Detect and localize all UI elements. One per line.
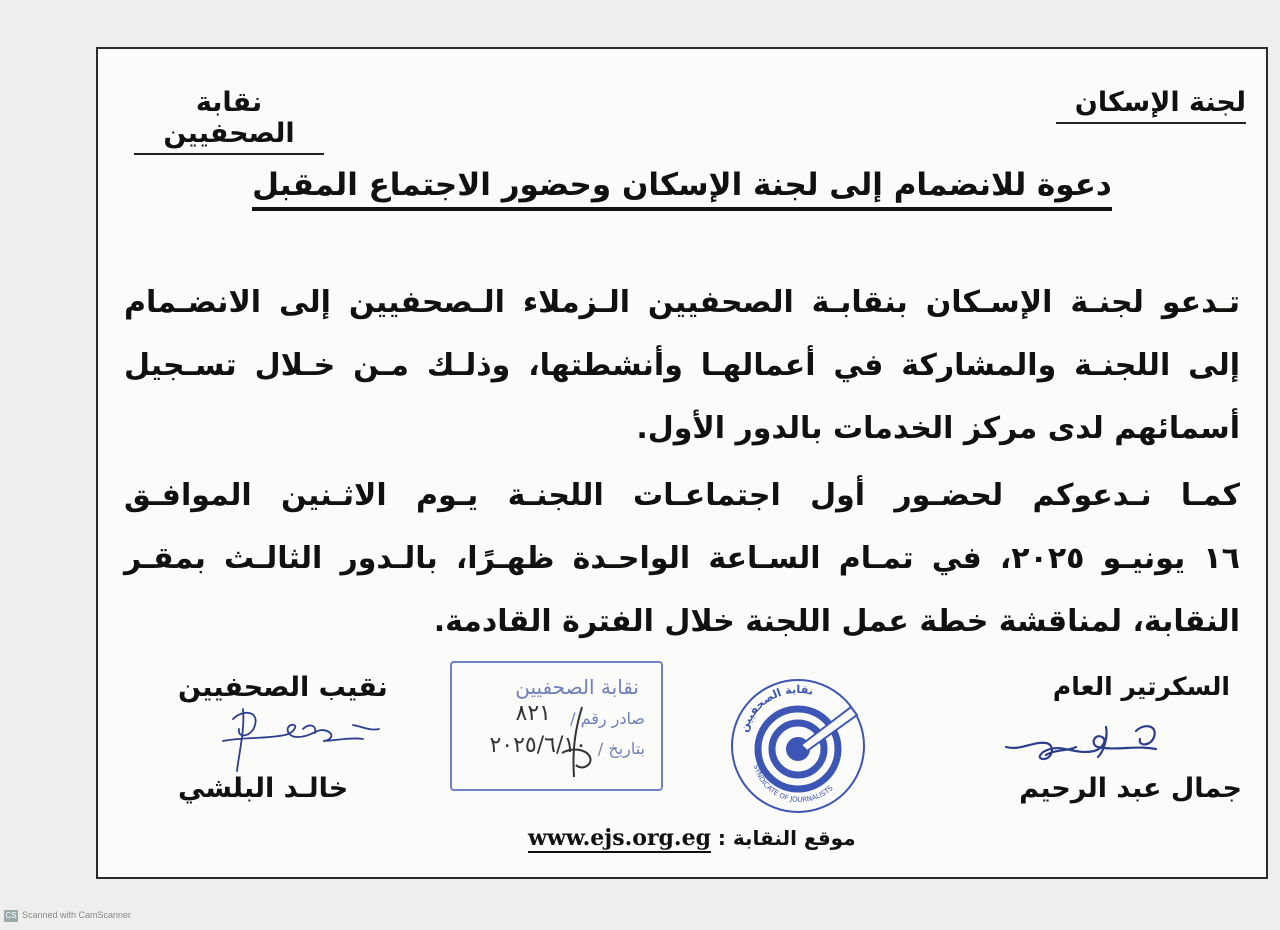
stamp-number: ٨٢١ — [515, 701, 551, 726]
syndicate-seal — [723, 671, 873, 821]
registration-stamp — [450, 661, 663, 791]
letter-title — [98, 167, 1266, 203]
stamp-issued-label: صادر رقم / — [570, 709, 645, 728]
stamp-org: نقابة الصحفيين — [515, 675, 639, 699]
secretary-signature — [986, 719, 1186, 771]
website-url[interactable]: www.ejs.org.eg — [528, 825, 711, 851]
head-title: نقيب الصحفيين — [178, 672, 388, 703]
camscanner-icon: CS — [5, 911, 17, 920]
head-name: خالـد البلشي — [178, 773, 349, 804]
meeting-paragraph — [124, 464, 1240, 653]
website-label: موقع النقابة : — [717, 826, 856, 850]
paragraph-line: أسمائهم لدى مركز الخدمات بالدور الأول. — [636, 411, 1240, 446]
paragraph-line: ١٦ يونيـو ٢٠٢٥، في تمـام السـاعة الواحـدة ظهـرًا، بالـدور الثالـث بمقـر — [124, 541, 1240, 576]
secretary-title: السكرتير العام — [1052, 672, 1230, 701]
paragraph-line: تـدعو لجنـة الإسـكان بنقابـة الصحفيين الـزملاء الـصحفيين إلى الانضـمام — [124, 285, 1240, 320]
scanner-note-text: Scanned with CamScanner — [22, 910, 132, 920]
stamp-date: ٢٠٢٥/٦/١٠ — [489, 733, 587, 758]
letter-sheet — [96, 47, 1268, 879]
paragraph-line: كمـا نـدعوكم لحضـور أول اجتماعـات اللجنـة يـوم الاثـنين الموافـق — [124, 478, 1240, 513]
paragraph-line: إلى اللجنـة والمشاركة في أعمالهـا وأنشطتها، وذلـك مـن خـلال تسـجيل — [124, 348, 1240, 383]
invitation-paragraph — [124, 271, 1240, 460]
paragraph-line: النقابة، لمناقشة خطة عمل اللجنة خلال الفترة القادمة. — [433, 604, 1240, 639]
committee-header: لجنة الإسكان — [1056, 87, 1246, 124]
stamp-date-label: بتاريخ / — [597, 739, 645, 758]
stamp-signature — [552, 703, 602, 793]
seal-english-text: SYNDICATE OF JOURNALISTS — [751, 763, 835, 804]
head-signature — [203, 699, 388, 774]
letter-title-text: دعوة للانضمام إلى لجنة الإسكان وحضور الاجتماع المقبل — [252, 167, 1112, 211]
seal-arabic-text: نقابة الصحفيين — [737, 682, 815, 734]
scanner-watermark — [4, 910, 131, 922]
secretary-name: جمال عبد الرحيم — [1019, 773, 1242, 804]
website-line — [528, 825, 856, 851]
syndicate-header: نقابة الصحفيين — [134, 87, 324, 155]
